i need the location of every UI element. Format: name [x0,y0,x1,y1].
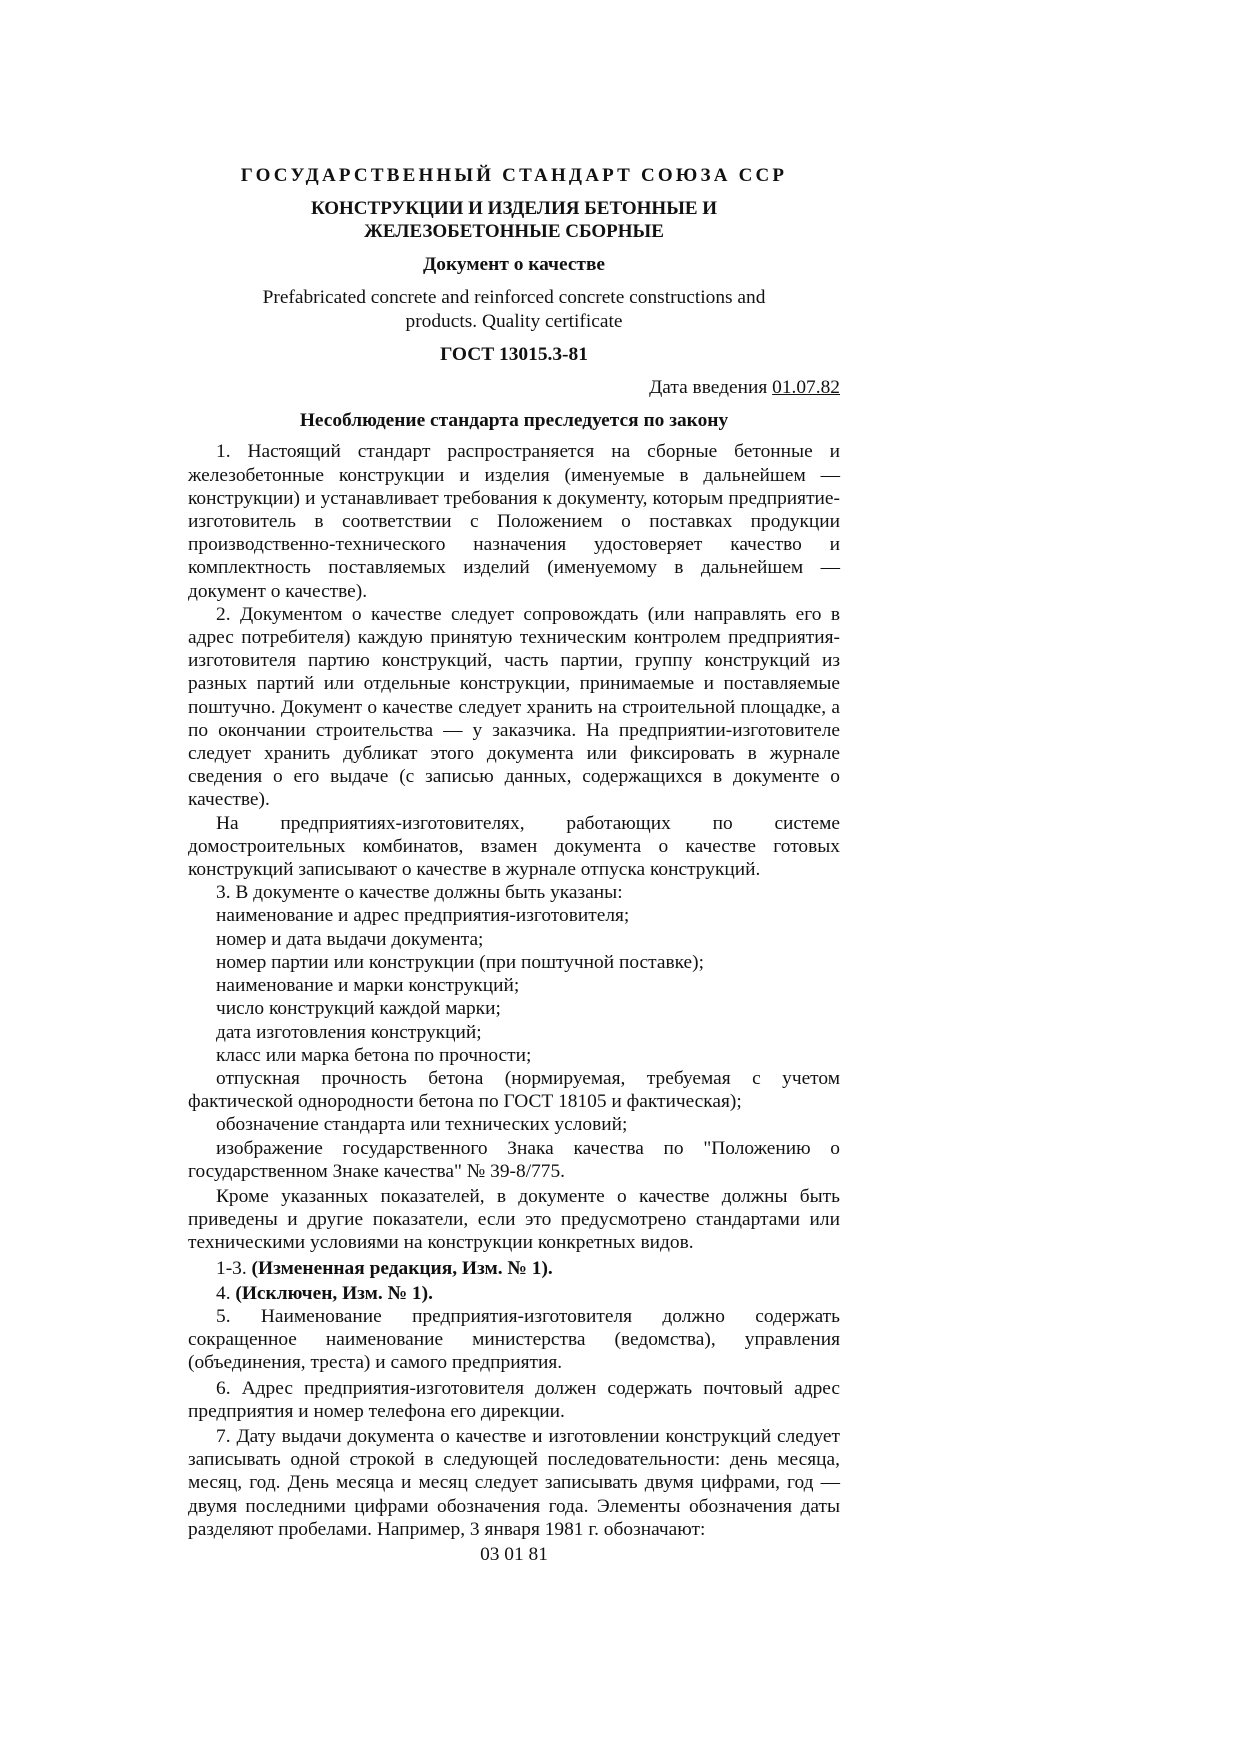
title-line-2: ЖЕЛЕЗОБЕТОННЫЕ СБОРНЫЕ [364,221,664,243]
amendment-2-text: (Исключен, Изм. № 1). [235,1282,433,1304]
amendment-2 [188,1282,840,1305]
paragraph-1: 1. Настоящий стандарт распространяется на сборные бетонные и железобетонные конструкции и изделия (именуемые в дальнейшем — конструкции) и устанавливает требования к документу, которым предприятие-изготовитель в соответствии с Положением о поставках продукции производственно-технического назначения удостоверяет качество и комплектность поставляемых изделий (именуемому в дальнейшем — документ о качестве). [188,441,840,602]
list-item: номер и дата выдачи документа; [216,928,484,950]
paragraph-3b: Кроме указанных показателей, в документе о качестве должны быть приведены и другие показатели, если это предусмотрено стандартами или техническими условиями на конструкции конкретных видов. [188,1185,840,1254]
document-page [188,160,840,1566]
paragraph-2: 2. Документом о качестве следует сопровождать (или направлять его в адрес потребителя) каждую принятую техническим контролем предприятия-изготовителя партию конструкций, часть партии, группу конструкций из разных партий или отдельные конструкции, принимаемые и поставляемые поштучно. Документ о качестве следует хранить на строительной площадке, а по окончании строительства — у заказчика. На предприятии-изготовителе следует хранить дубликат этого документа или фиксировать в журнале сведения о его выдаче (с записью данных, содержащихся в документе о качестве). [188,603,840,811]
paragraph-2b: На предприятиях-изготовителях, работающих по системе домостроительных комбинатов, взамен документа о качестве готовых конструкций записывают о качестве в журнале отпуска конструкций. [188,812,840,881]
list-item: отпускная прочность бетона (нормируемая, требуемая с учетом фактической однородности бетона по ГОСТ 18105 и фактическая); [188,1067,840,1113]
date-example: 03 01 81 [480,1543,548,1565]
amendment-2-number: 4. [216,1282,236,1304]
list-item: наименование и адрес предприятия-изготовителя; [216,905,630,927]
effective-date [188,376,840,399]
paragraph-6: 6. Адрес предприятия-изготовителя должен содержать почтовый адрес предприятия и номер телефона его дирекции. [188,1377,840,1422]
paragraph-7: 7. Дату выдачи документа о качестве и изготовлении конструкций следует записывать одной строкой в следующей последовательности: день месяца, месяц, год. День месяца и месяц следует записывать двумя цифрами, год — двумя последними цифрами обозначения года. Элементы обозначения даты разделяют пробелами. Например, 3 января 1981 г. обозначают: [188,1425,840,1540]
title-line-1: КОНСТРУКЦИИ И ИЗДЕЛИЯ БЕТОННЫЕ И [310,198,718,220]
document-title [188,197,840,243]
paragraph-3: 3. В документе о качестве должны быть указаны: [216,882,623,904]
date-label: Дата введения [649,377,768,399]
english-title-line-1: Prefabricated concrete and reinforced concrete constructions and [262,287,766,309]
date-value: 01.07.82 [772,377,840,399]
org-heading: ГОСУДАРСТВЕННЫЙ СТАНДАРТ СОЮЗА ССР [240,165,788,186]
english-title-line-2: products. Quality certificate [405,310,623,332]
amendment-1-number: 1-3. [216,1257,252,1279]
amendment-1-text: (Измененная редакция, Изм. № 1). [251,1257,553,1279]
law-notice: Несоблюдение стандарта преследуется по закону [299,410,729,432]
list-item: номер партии или конструкции (при поштучной поставке); [216,951,705,973]
list-item: наименование и марки конструкций; [216,975,520,997]
paragraph-5: 5. Наименование предприятия-изготовителя должно содержать сокращенное наименование министерства (ведомства), управления (объединения, треста) и самого предприятия. [188,1305,840,1374]
amendment-1 [188,1257,840,1280]
list-item: дата изготовления конструкций; [216,1021,482,1043]
list-item: число конструкций каждой марки; [216,998,501,1020]
document-subtitle: Документ о качестве [422,254,606,276]
english-title [188,286,840,332]
gost-number: ГОСТ 13015.3-81 [440,343,588,365]
list-item: класс или марка бетона по прочности; [216,1044,532,1066]
list-item: изображение государственного Знака качества по "Положению о государственном Знаке качества" № 39-8/775. [188,1137,840,1182]
list-item: обозначение стандарта или технических условий; [216,1114,628,1136]
